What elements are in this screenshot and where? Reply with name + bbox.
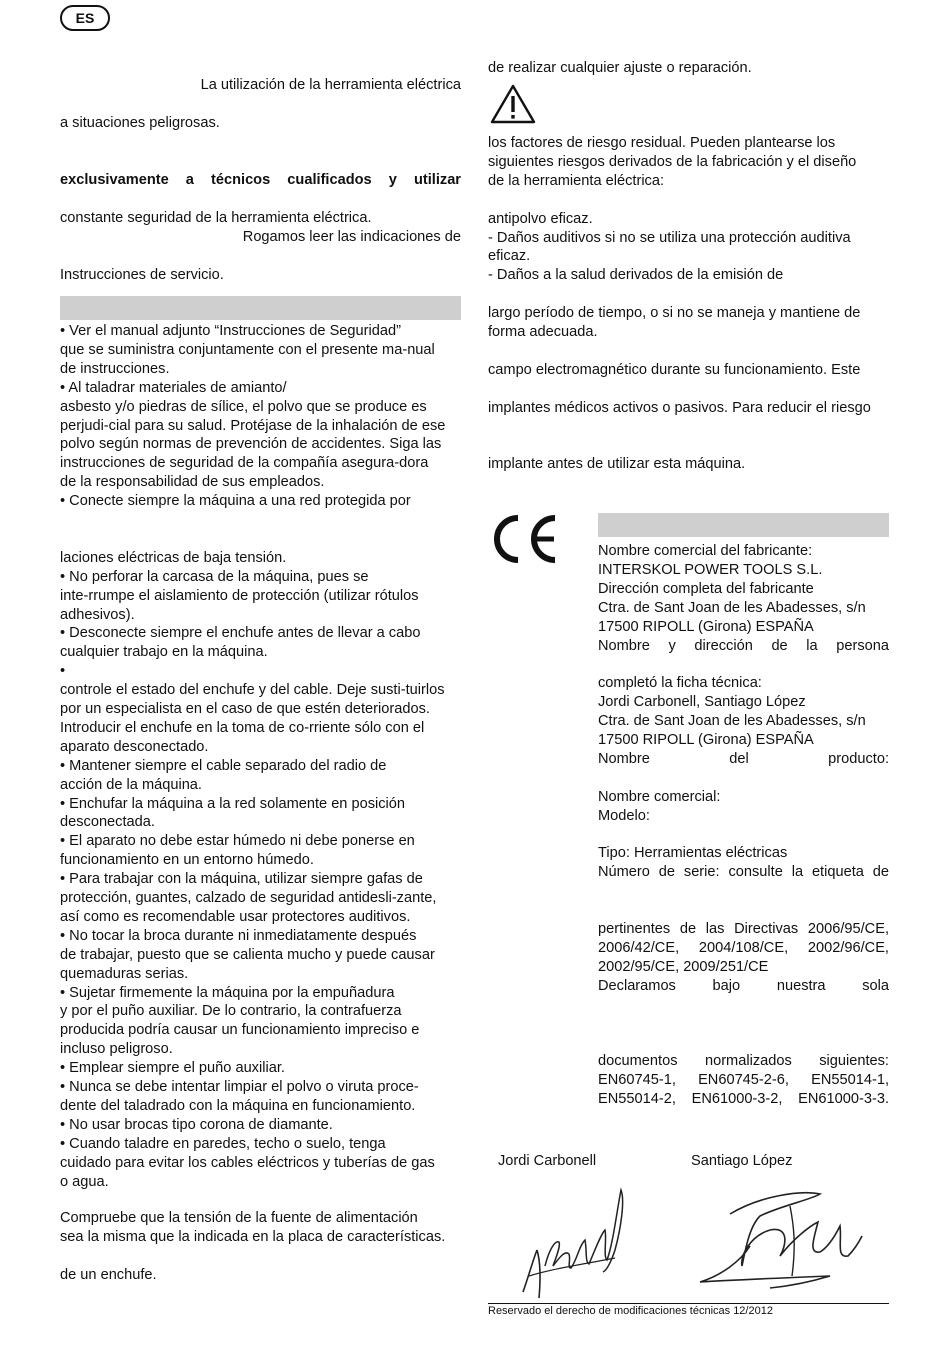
power-supply-section	[60, 1209, 461, 1289]
text-line: laciones eléctricas de baja tensión.	[60, 549, 287, 566]
text-line: • Nunca se debe intentar limpiar el polvo o viruta proce-	[60, 1079, 419, 1095]
text-line: desconectada.	[60, 814, 155, 831]
text-line: y por el puño auxiliar. De lo contrario, la contrafuerza	[60, 1003, 402, 1020]
text-line: pertinentes de las Directivas 2006/95/CE,	[598, 921, 889, 937]
text-line: largo período de tiempo, o si no se maneja y mantiene de	[488, 305, 861, 322]
text-line: EN55014-2, EN61000-3-2, EN61000-3-3.	[598, 1091, 889, 1108]
text-line: Nombre comercial:	[598, 788, 721, 805]
text-line: implante antes de utilizar esta máquina.	[488, 456, 746, 473]
text-line: de la herramienta eléctrica:	[488, 172, 665, 189]
text-line: antipolvo eficaz.	[488, 210, 593, 227]
text-line: - Daños auditivos si no se utiliza una protección auditiva	[488, 229, 851, 246]
text-line: los factores de riesgo residual. Pueden plantearse los	[488, 135, 836, 151]
text-line: polvo según normas de prevención de accidentes. Siga las	[60, 436, 442, 453]
safety-instructions	[60, 322, 461, 1202]
text-line: o agua.	[60, 1173, 109, 1190]
text-line: producida podría causar un funcionamiento impreciso e	[60, 1022, 420, 1039]
footer-note: Reservado el derecho de modificaciones técnicas 12/2012	[488, 1305, 773, 1317]
text-line: •	[60, 663, 66, 680]
text-line: de instrucciones.	[60, 360, 170, 377]
signature-name-right: Santiago López	[691, 1153, 793, 1169]
text-line: por un especialista en el caso de que estén deteriorados.	[60, 701, 430, 717]
text-line: quemaduras serias.	[60, 965, 189, 982]
text-line: EN60745-1, EN60745-2-6, EN55014-1,	[598, 1072, 889, 1089]
text-line: dente del taladrado con la máquina en funcionamiento.	[60, 1097, 416, 1114]
text-line: 2002/95/CE, 2009/251/CE	[598, 958, 769, 975]
text-line: • Al taladrar materiales de amianto/	[60, 379, 287, 396]
text-line: de un enchufe.	[60, 1267, 157, 1283]
text-line: 17500 RIPOLL (Girona) ESPAÑA	[598, 732, 814, 748]
language-badge: ES	[60, 5, 110, 31]
text-line: Rogamos leer las indicaciones de	[242, 229, 461, 245]
text-line: Instrucciones de servicio.	[60, 267, 224, 283]
text-line: Compruebe que la tensión de la fuente de alimentación	[60, 1210, 418, 1226]
text-line: perjudi-cial para su salud. Protéjase de la inhalación de ese	[60, 417, 446, 434]
text-line: • Enchufar la máquina a la red solamente en posición	[60, 795, 406, 812]
text-line: incluso peligroso.	[60, 1041, 173, 1058]
ce-mark-icon	[488, 514, 560, 564]
text-line: Número de serie: consulte la etiqueta de	[598, 864, 889, 881]
text-line: inte-rrumpe el aislamiento de protección (utilizar rótulos	[60, 587, 419, 604]
text-line: sea la misma que la indicada en la placa de características.	[60, 1229, 446, 1245]
declaration-of-conformity	[598, 542, 889, 1132]
text-line: siguientes riesgos derivados de la fabricación y el diseño	[488, 153, 857, 170]
text-line: Introducir el enchufe en la toma de co-rriente sólo con el	[60, 719, 425, 736]
text-line: - Daños a la salud derivados de la emisión de	[488, 267, 784, 284]
warning-triangle-icon	[490, 84, 536, 124]
text-line: cualquier trabajo en la máquina.	[60, 644, 268, 661]
intro-section	[60, 76, 461, 296]
text-line: Ctra. de Sant Joan de les Abadesses, s/n	[598, 599, 866, 616]
text-line: funcionamiento en un entorno húmedo.	[60, 852, 314, 869]
declaration-header-bar	[598, 513, 889, 537]
text-line: implantes médicos activos o pasivos. Para reducir el riesgo	[488, 399, 871, 416]
text-line: instrucciones de seguridad de la compañía asegura-dora	[60, 455, 429, 472]
residual-risk-section	[488, 134, 889, 484]
text-line: cuidado para evitar los cables eléctricos y tuberías de gas	[60, 1154, 435, 1171]
text-line: • Emplear siempre el puño auxiliar.	[60, 1060, 285, 1077]
text-line: Nombre comercial del fabricante:	[598, 543, 813, 559]
text-line: Modelo:	[598, 807, 650, 824]
text-line: Nombre del producto:	[598, 750, 889, 767]
text-line: • No tocar la broca durante ni inmediatamente después	[60, 927, 417, 944]
text-line: • Desconecte siempre el enchufe antes de llevar a cabo	[60, 625, 421, 642]
text-line: • Mantener siempre el cable separado del radio de	[60, 757, 387, 774]
text-line: eficaz.	[488, 248, 531, 265]
text-line: La utilización de la herramienta eléctrica	[200, 77, 461, 93]
text-line: acción de la máquina.	[60, 776, 202, 793]
text-line: aparato desconectado.	[60, 738, 209, 755]
text-line: Nombre y dirección de la persona	[598, 637, 889, 654]
text-line: completó la ficha técnica:	[598, 675, 762, 692]
safety-header-bar	[60, 296, 461, 320]
text-line: • Ver el manual adjunto “Instrucciones de Seguridad”	[60, 323, 401, 339]
text-line: constante seguridad de la herramienta eléctrica.	[60, 210, 372, 226]
text-line: • Para trabajar con la máquina, utilizar siempre gafas de	[60, 871, 423, 888]
text-line: Ctra. de Sant Joan de les Abadesses, s/n	[598, 713, 866, 730]
text-line: • Conecte siempre la máquina a una red protegida por	[60, 493, 411, 510]
text-line: • El aparato no debe estar húmedo ni debe ponerse en	[60, 833, 415, 850]
right-top-line: de realizar cualquier ajuste o reparación.	[488, 60, 752, 76]
text-line: de la responsabilidad de sus empleados.	[60, 474, 325, 491]
text-line: campo electromagnético durante su funcionamiento. Este	[488, 361, 861, 378]
text-line: documentos normalizados siguientes:	[598, 1053, 889, 1070]
text-line: de trabajar, puesto que se calienta mucho y puede causar	[60, 946, 435, 963]
signature-right-image	[690, 1186, 870, 1294]
footer-rule	[488, 1303, 889, 1304]
text-line: asbesto y/o piedras de sílice, el polvo que se produce es	[60, 398, 427, 415]
text-line: 2006/42/CE, 2004/108/CE, 2002/96/CE,	[598, 939, 889, 956]
text-line: Tipo: Herramientas eléctricas	[598, 845, 788, 862]
text-line: • Cuando taladre en paredes, techo o suelo, tenga	[60, 1135, 386, 1152]
text-line: así como es recomendable usar protectores auditivos.	[60, 908, 411, 925]
text-line: a situaciones peligrosas.	[60, 115, 220, 131]
text-line: Dirección completa del fabricante	[598, 580, 814, 597]
text-line: • No usar brocas tipo corona de diamante.	[60, 1116, 333, 1133]
text-line: forma adecuada.	[488, 324, 598, 340]
text-line: INTERSKOL POWER TOOLS S.L.	[598, 561, 823, 578]
signature-name-left: Jordi Carbonell	[498, 1153, 597, 1169]
text-line: Jordi Carbonell, Santiago López	[598, 694, 806, 711]
signature-left-image	[515, 1180, 635, 1302]
text-line: 17500 RIPOLL (Girona) ESPAÑA	[598, 618, 814, 635]
text-line: protección, guantes, calzado de seguridad antidesli-zante,	[60, 890, 437, 906]
text-line: • No perforar la carcasa de la máquina, pues se	[60, 568, 369, 585]
text-line: exclusivamente a técnicos cualificados y utilizar	[60, 172, 461, 188]
text-line: adhesivos).	[60, 606, 135, 623]
text-line: • Sujetar firmemente la máquina por la empuñadura	[60, 984, 395, 1001]
text-line: controle el estado del enchufe y del cable. Deje susti-tuirlos	[60, 682, 445, 699]
text-line: que se suministra conjuntamente con el presente ma-nual	[60, 341, 435, 358]
text-line: Declaramos bajo nuestra sola	[598, 977, 889, 994]
